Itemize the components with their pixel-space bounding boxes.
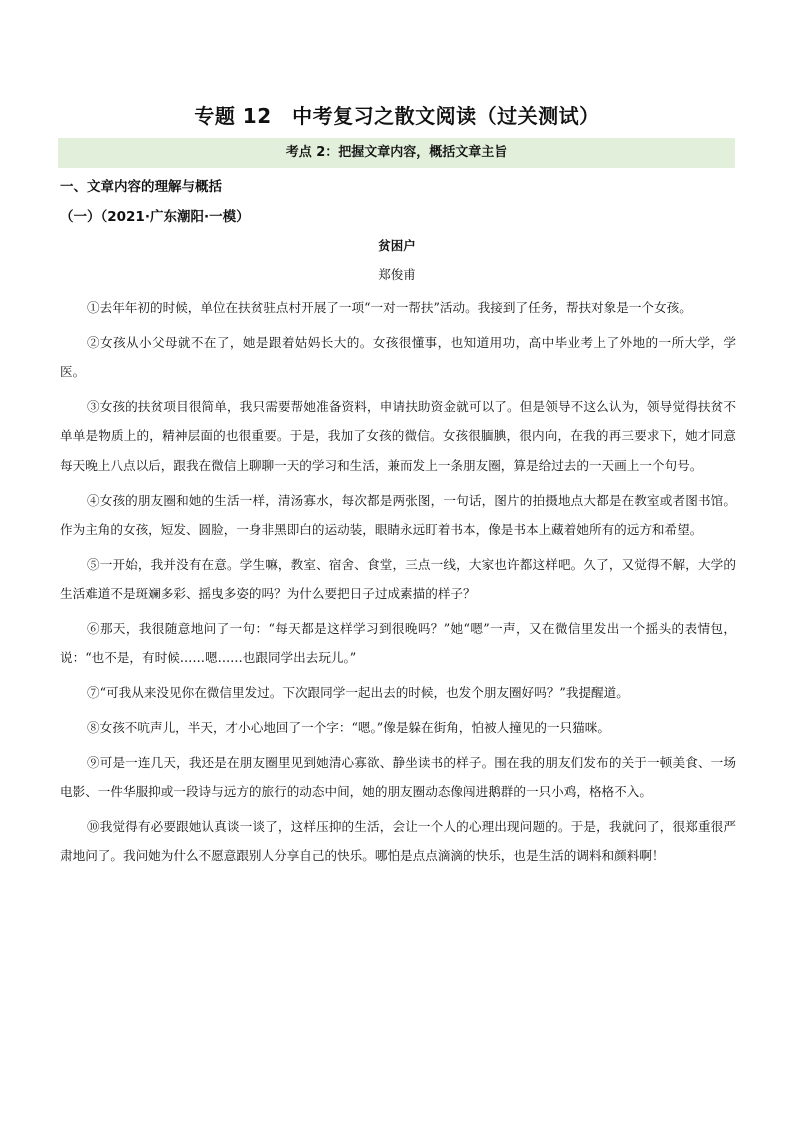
- kaodian-banner: [58, 138, 735, 168]
- article-body: [60, 293, 736, 876]
- article-paragraph-1: ①去年年初的时候，单位在扶贫驻点村开展了一项“一对一帮扶”活动。我接到了任务，帮扶对象是一个女孩。: [87, 300, 692, 315]
- article-paragraph-9: ⑨可是一连几天，我还是在朋友圈里见到她清心寡欲、静坐读书的样子。围在我的朋友们发布的关于一顿美食、一场电影、一件华服抑或一段诗与远方的旅行的动态中间，她的朋友圈动态像闯进鹅群的一只小鸡，格格不入。: [60, 754, 736, 800]
- article-paragraph-4: ④女孩的朋友圈和她的生活一样，清汤寡水，每次都是两张图，一句话，图片的拍摄地点大都是在教室或者图书馆。作为主角的女孩，短发、圆脸，一身非黑即白的运动装，眼睛永远盯着书本，像是书本上藏着她所有的远方和希望。: [60, 492, 736, 538]
- article-author: 郑俊甫: [378, 267, 416, 282]
- document-title: 专题 12 中考复习之散文阅读（过关测试）: [194, 104, 600, 128]
- article-paragraph-7: ⑦“可我从来没见你在微信里发过。下次跟同学一起出去的时候，也发个朋友圈好吗？”我提醒道。: [87, 685, 629, 701]
- article-paragraph-8: ⑧女孩不吭声儿，半天，才小心地回了一个字：“嗯。”像是躲在街角，怕被人撞见的一只猫咪。: [87, 720, 610, 736]
- kaodian-label: 考点 2：把握文章内容，概括文章主旨: [285, 145, 508, 160]
- question-source-heading: （一）（2021·广东潮阳·一模）: [60, 209, 250, 225]
- article-paragraph-5: ⑤一开始，我并没有在意。学生嘛，教室、宿舍、食堂，三点一线，大家也许都这样吧。久了，又觉得不解，大学的生活难道不是斑斓多彩、摇曳多姿的吗？为什么要把日子过成素描的样子？: [60, 556, 736, 602]
- article-paragraph-10: ⑩我觉得有必要跟她认真谈一谈了，这样压抑的生活，会让一个人的心理出现问题的。于是，我就问了，很郑重很严肃地问了。我问她为什么不愿意跟别人分享自己的快乐。哪怕是点点滴滴的快乐，也是生活的调料和颜料啊！: [60, 819, 736, 864]
- article-title: 贫困户: [378, 238, 416, 253]
- article-paragraph-3: ③女孩的扶贫项目很简单，我只需要帮她准备资料，申请扶助资金就可以了。但是领导不这么认为，领导觉得扶贫不单单是物质上的，精神层面的也很重要。于是，我加了女孩的微信。女孩很腼腆，很内向，在我的再三要求下，她才同意每天晚上八点以后，跟我在微信上聊聊一天的学习和生活，兼而发上一条朋友圈，算是给过去的一天画上一个句号。: [60, 399, 736, 473]
- article-paragraph-2: ②女孩从小父母就不在了，她是跟着姑妈长大的。女孩很懂事，也知道用功，高中毕业考上了外地的一所大学，学医。: [60, 334, 736, 380]
- article-paragraph-6: ⑥那天，我很随意地问了一句：“每天都是这样学习到很晚吗？”她“嗯”一声，又在微信里发出一个摇头的表情包，说：“也不是，有时候……嗯……也跟同学出去玩儿。”: [60, 621, 736, 666]
- section-heading: 一、文章内容的理解与概括: [60, 179, 222, 195]
